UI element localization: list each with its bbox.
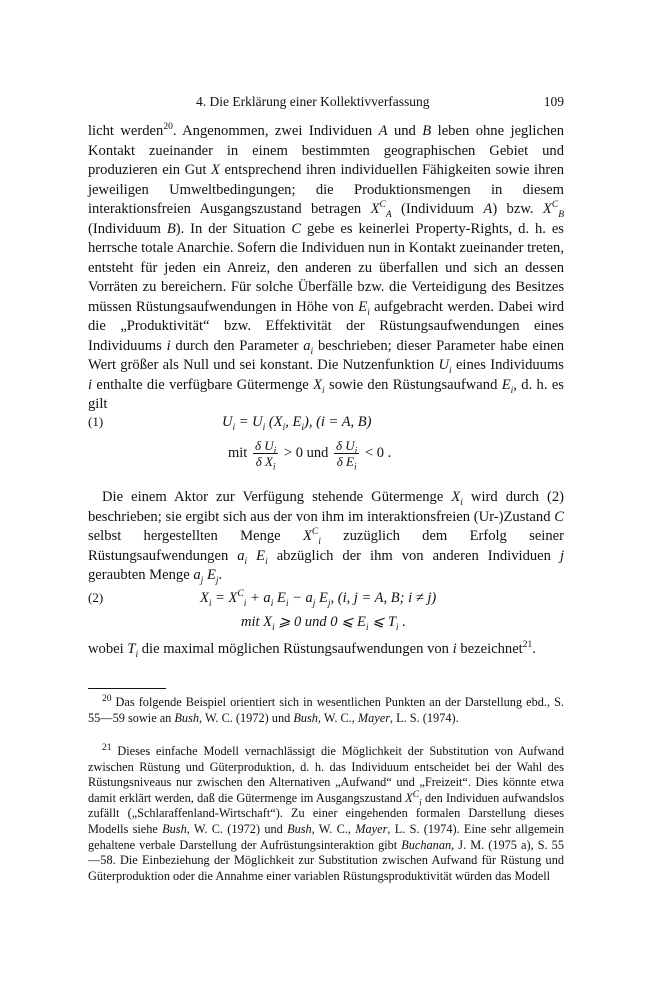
fraction-dUi-dXi: $\frac{\delta U_i}{\delta X_i}$ <box>254 438 277 473</box>
equation-number-1: (1) <box>88 414 104 429</box>
equation-2-conditions: mit $X_i$ ⩾ 0 und 0 ⩽ $E_i$ ⩽ $T_i$ . <box>241 614 406 633</box>
footnote-20: $^{20}$ Das folgende Beispiel orientiert sich in wesentlichen Punkten an der Darstellung ebd., S. 55—59 sowie an Bush, W. C. (1972) und Bush, W. C., Mayer, L. S. (1974). <box>88 693 564 725</box>
footnote-21: $^{21}$ Dieses einfache Modell vernachlässigt die Möglichkeit der Substitution von Aufwand zwischen Rüstung und Güterproduktion, d. h. das Individuum entscheidet bei der Wahl des Rüstungsniveaus nur zwischen den Alternativen „Aufwand“ und „Freizeit“. Dies könnte etwa damit erklärt werden, daß die Gütermenge im Ausgangszustand $X^C_i$ den Individuen aufwandslos zufällt („Schlaraffenland-Wirtschaft“). Zu einer eingehenden formalen Darstellung dieses Modells siehe Bush, W. C. (1972) und Bush, W. C., Mayer, L. S. (1974). Eine sehr allgemein gehaltene verbale Darstellung der Aufrüstungsinteraktion gibt Buchanan, J. M. (1975 a), S. 55—58. Die Einbeziehung der Möglichkeit zur Substitution zwischen Aufwand für Rüstung und Güterproduktion oder die Annahme einer variablen Rüstungsproduktivität würden das Modell <box>88 742 564 883</box>
footnote-separator <box>88 688 166 689</box>
equation-2-line-1: $X_i = X^C_i + a_i$ $E_i - a_j$ $E_j$, (i, j = A, B; i ≠ j) <box>200 589 437 609</box>
running-header <box>88 94 564 112</box>
paragraph-3: wobei $T_i$ die maximal möglichen Rüstungsaufwendungen von i bezeichnet$^{21}$. <box>88 640 536 660</box>
equation-1-line-1: $U_i = U_i$ ($X_i$, $E_i$), (i = A, B) <box>222 414 372 433</box>
paragraph-1: licht werden$^{20}$. Angenommen, zwei Individuen A und B leben ohne jeglichen Kontakt zueinander in einem bestimmten geographischen Gebiet und produzieren ein Gut X entsprechend ihren individuellen Fähigkeiten sowie ihren jeweiligen Umweltbedingungen; die Produktionsmengen in diesem interaktionsfreien Ausgangszustand betragen $X^C_A$ (Individuum A) bzw. $X^C_B$ (Individuum B). In der Situation C gebe es keinerlei Property-Rights, d. h. es herrsche totale Anarchie. Sofern die Individuen nun in Kontakt zueinander treten, entsteht für jeden ein Anreiz, den anderen zu überfallen und sich an dessen Vorräten zu bereichern. Für solche Überfälle bzw. die Verteidigung des Besitzes müssen Rüstungsaufwendungen in Höhe von $E_i$ aufgebracht werden. Dabei wird die „Produktivität“ bzw. Effektivität der Rüstungsaufwendungen eines Individuums i durch den Parameter $a_i$ beschrieben; dieser Parameter habe einen Wert größer als Null und sei konstant. Die Nutzenfunktion $U_i$ eines Individuums i enthalte die verfügbare Gütermenge $X_i$ sowie den Rüstungsaufwand $E_i$, d. h. es gilt <box>88 122 565 412</box>
chapter-title: 4. Die Erklärung einer Kollektivverfassung <box>196 94 430 109</box>
paragraph-2: Die einem Aktor zur Verfügung stehende Gütermenge $X_i$ wird durch (2) beschrieben; sie ergibt sich aus der von ihm im interaktionsfreien (Ur-)Zustand C selbst hergestellten Menge $X^C_i$ zuzüglich dem Erfolg seiner Rüstungsaufwendungen $a_i$ $E_i$ abzüglich der ihm von anderen Individuen j geraubten Menge $a_j$ $E_j$. <box>88 489 564 586</box>
equation-1 <box>88 414 564 438</box>
equation-1-conditions: mit $\frac{\delta U_i}{\delta X_i}$ > 0 und $\frac{\delta U_i}{\delta E_i}$ < 0 . <box>228 438 392 473</box>
page-number: 109 <box>543 94 564 109</box>
fraction-dUi-dEi: $\frac{\delta U_i}{\delta E_i}$ <box>335 438 358 473</box>
equation-number-2: (2) <box>88 590 104 605</box>
footnote-ref-21: 21 <box>522 640 533 651</box>
equation-2 <box>88 590 564 614</box>
footnote-ref-20: 20 <box>163 122 173 133</box>
